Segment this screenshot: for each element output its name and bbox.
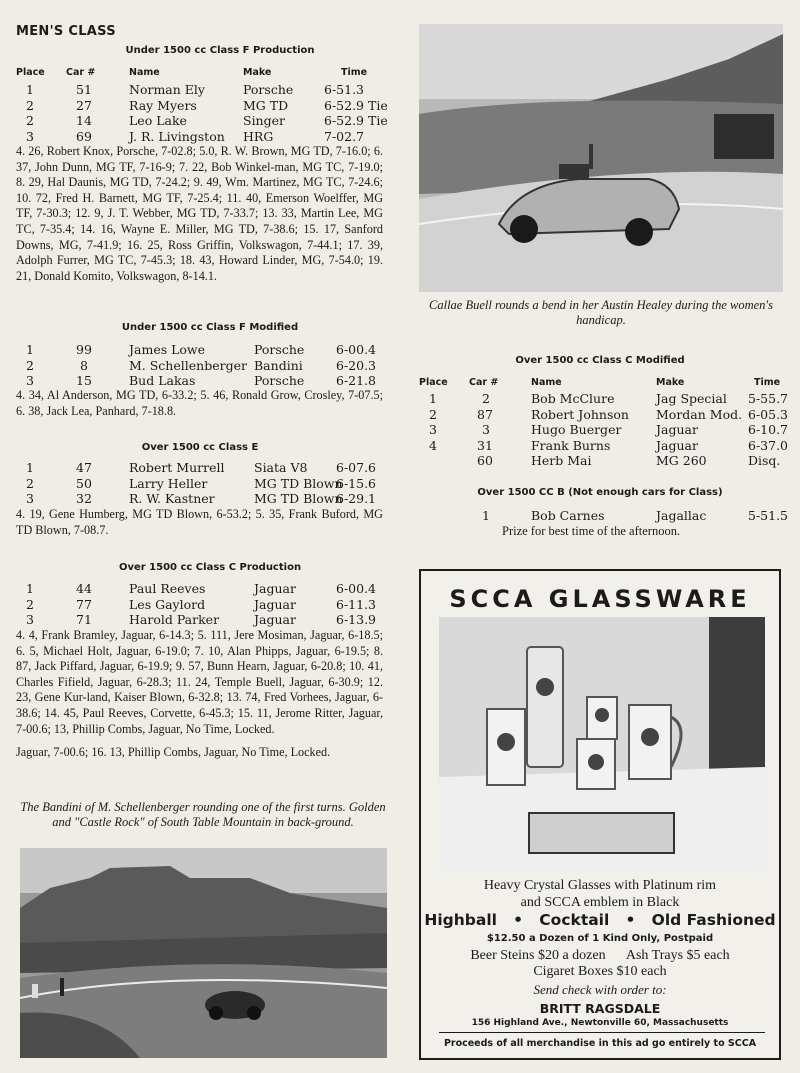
car-number: 87	[477, 406, 493, 422]
car-make: Siata V8	[254, 460, 308, 475]
ash-trays-price: Ash Trays $5 each	[625, 948, 730, 963]
driver-name: Bob McClure	[531, 391, 615, 406]
send-check-line: Send check with order to:	[533, 982, 667, 997]
place: 2	[26, 97, 34, 113]
table-row	[419, 422, 789, 438]
results-paragraph-f-production: 4. 26, Robert Knox, Porsche, 7-02.8; 5.0, R. W. Brown, MG TD, 7-16.0; 6. 37, John Dunn, MG TF, 7-16-9; 7. 22, Bob Winkel-man, MG TC, 7-19.0; 8. 29, Hal Daunis, MG TD, 7-24.2; 9. 49, Wm. Martinez, MG TC, 7-24.6; 10. 72, Fred H. Barnett, MG TF, 7-25.4; 11. 40, Emerson Woelffer, MG TF, 7-30.3; 12. 9, J. T. Webber, MG TD, 7-33.7; 13. 33, Martin Lee, MG TC, 7-35.4; 14. 16, Wayne E. Miller, MG TD, 7-38.6; 15. 17, Sanford Downs, MG, 7-41.9; 16. 25, Ross Griffin, Volkswagon, 7-44.1; 17. 39, Adolph Furrer, MG TC, 7-45.3; 18. 43, Howard Linder, MG, 7-54.0; 19. 21, Donald Komito, Volkswagon, 8-14.1.	[16, 144, 383, 283]
driver-name: Leo Lake	[129, 113, 187, 128]
car-number: 69	[76, 128, 92, 144]
place: 1	[429, 391, 437, 406]
car-make: Porsche	[254, 342, 305, 357]
car-make: Mordan Mod.	[656, 406, 743, 422]
driver-name: Bob Carnes	[531, 508, 605, 523]
race-time: 6-05.3	[748, 406, 789, 422]
ad-description-line2: and SCCA emblem in Black	[520, 895, 680, 910]
header-time: Time	[341, 67, 368, 78]
car-make: Jaguar	[254, 581, 296, 596]
driver-name: Herb Mai	[531, 453, 592, 468]
results-paragraph-f-modified: 4. 34, Al Anderson, MG TD, 6-33.2; 5. 46, Ronald Grow, Crosley, 7-07.5; 6. 38, Jack Lea, Panhard, 7-18.8.	[16, 388, 383, 418]
table-row	[16, 129, 396, 145]
caption-bandini-photo: The Bandini of M. Schellenberger rounding one of the first turns. Golden and "Castle Rock" of South Table Mountain in back-ground.	[20, 800, 386, 829]
car-number: 77	[76, 596, 92, 612]
driver-name: James Lowe	[129, 342, 206, 357]
table-row	[419, 406, 789, 423]
car-make: Jaguar	[656, 437, 698, 453]
table-row	[16, 113, 396, 129]
table-row	[419, 437, 789, 454]
table-row	[16, 373, 396, 389]
results-table-class-b	[419, 508, 789, 524]
car-number: 14	[76, 113, 92, 128]
race-time: 6-37.0	[748, 437, 789, 453]
race-time: 6-52.9 Tie	[324, 113, 388, 128]
car-number: 51	[76, 82, 92, 97]
results-table-c-modified	[419, 391, 789, 469]
section-title-class-e: Over 1500 cc Class E	[141, 442, 259, 453]
ad-divider	[439, 1032, 765, 1033]
photo-bandini-illustration	[20, 848, 387, 1058]
race-time: 6-51.3	[324, 82, 365, 97]
results-table-f-modified	[16, 342, 396, 389]
glassware-advertisement	[419, 569, 781, 1060]
glass-type-old-fashioned: Old Fashioned	[651, 911, 776, 929]
car-number: 32	[76, 491, 92, 506]
table-row	[16, 82, 396, 98]
place: 2	[26, 357, 34, 373]
contact-name: BRITT RAGSDALE	[539, 1001, 661, 1016]
steins-and-trays	[421, 948, 779, 964]
place: 3	[429, 422, 437, 437]
table-row	[419, 453, 783, 469]
car-make: Singer	[243, 113, 285, 128]
race-time: 7-02.7	[324, 128, 365, 144]
glass-price: $12.50 a Dozen of 1 Kind Only, Postpaid	[486, 933, 714, 944]
place: 1	[26, 460, 34, 475]
table-row	[16, 358, 396, 374]
place: 2	[26, 475, 34, 491]
car-make: Jagallac	[656, 508, 707, 523]
race-time: 5-51.5	[748, 508, 789, 523]
car-make: Jaguar	[254, 612, 296, 627]
car-number: 50	[76, 475, 92, 491]
section-title-f-production: Under 1500 cc Class F Production	[125, 45, 315, 56]
results-header	[419, 377, 783, 391]
glass-type-cocktail: Cocktail	[539, 911, 610, 929]
car-number: 15	[76, 373, 92, 388]
table-row	[16, 597, 396, 613]
car-make: MG TD Blown	[254, 475, 343, 491]
car-number: 3	[482, 422, 490, 437]
car-make: MG TD Blown	[254, 491, 343, 506]
car-number: 60	[477, 453, 493, 468]
driver-name: Frank Burns	[531, 437, 611, 453]
driver-name: Ray Myers	[129, 97, 197, 113]
driver-name: Les Gaylord	[129, 596, 206, 612]
section-title-f-modified: Under 1500 cc Class F Modified	[121, 322, 299, 333]
car-number: 47	[76, 460, 92, 475]
car-number: 2	[482, 391, 490, 406]
race-time: 5-55.7	[748, 391, 789, 406]
place: 3	[26, 491, 34, 506]
driver-name: Hugo Buerger	[531, 422, 622, 437]
race-time: 6-07.6	[336, 460, 377, 475]
table-row	[16, 612, 396, 628]
header-car: Car #	[469, 377, 499, 388]
driver-name: Harold Parker	[129, 612, 220, 627]
header-make: Make	[656, 377, 685, 388]
ad-title: SCCA GLASSWARE	[449, 585, 751, 613]
section-title-c-modified: Over 1500 cc Class C Modified	[515, 355, 685, 366]
place: 3	[26, 612, 34, 627]
photo-austin-healey	[419, 24, 783, 292]
header-name: Name	[129, 67, 160, 78]
glassware-illustration	[439, 617, 765, 873]
car-number: 31	[477, 437, 493, 453]
driver-name: Larry Heller	[129, 475, 208, 491]
race-time: 6-29.1	[336, 491, 377, 506]
place: 1	[26, 581, 34, 596]
glass-types	[421, 911, 779, 929]
car-make: HRG	[243, 128, 274, 144]
table-row	[16, 491, 396, 507]
table-row	[419, 508, 789, 524]
ad-description-line1: Heavy Crystal Glasses with Platinum rim	[483, 878, 717, 893]
race-time: Disq.	[748, 453, 781, 468]
car-make: Jaguar	[254, 596, 296, 612]
place: 4	[429, 437, 437, 453]
photo-austin-healey-illustration	[419, 24, 783, 292]
results-header	[16, 67, 396, 81]
page-title: MEN'S CLASS	[16, 24, 116, 39]
section-title-c-production: Over 1500 cc Class C Production	[118, 562, 302, 573]
section-title-class-b: Over 1500 CC B (Not enough cars for Class)	[477, 487, 723, 498]
race-time: 6-13.9	[336, 612, 377, 627]
place: 2	[429, 406, 437, 422]
car-make: Bandini	[254, 357, 303, 373]
place: 1	[482, 508, 490, 523]
car-make: MG TD	[243, 97, 289, 113]
table-row	[419, 391, 789, 407]
table-row	[16, 460, 396, 476]
race-time: 6-15.6	[336, 475, 377, 491]
header-place: Place	[16, 67, 45, 78]
header-time: Time	[754, 377, 781, 388]
cigaret-boxes-price: Cigaret Boxes $10 each	[533, 964, 667, 979]
bullet: •	[513, 911, 524, 929]
driver-name: Robert Johnson	[531, 406, 629, 422]
race-time: 6-10.7	[748, 422, 789, 437]
place: 2	[26, 596, 34, 612]
place: 1	[26, 82, 34, 97]
car-make: Porsche	[243, 82, 294, 97]
driver-name: Paul Reeves	[129, 581, 206, 596]
results-table-f-production	[16, 82, 396, 144]
table-row	[16, 476, 396, 492]
glass-type-highball: Highball	[424, 911, 497, 929]
car-number: 44	[76, 581, 92, 596]
header-make: Make	[243, 67, 272, 78]
driver-name: J. R. Livingston	[129, 128, 225, 144]
results-paragraph-repeat-line: Jaguar, 7-00.6; 16. 13, Phillip Combs, Jaguar, No Time, Locked.	[16, 745, 331, 759]
car-number: 71	[76, 612, 92, 627]
place: 3	[26, 373, 34, 388]
results-paragraph-c-production: 4. 4, Frank Bramley, Jaguar, 6-14.3; 5. 111, Jere Mosiman, Jaguar, 6-18.5; 6. 5, Michael Holt, Jaguar, 6-19.0; 7. 10, Alan Phipps, Jaguar, 6-19.5; 8. 87, Jack Piffard, Jaguar, 6-19.9; 9. 57, Bunn Hearn, Jaguar, 6-20.8; 10. 41, Charles Fifield, Jaguar, 6-28.3; 11. 24, Temple Buell, Jaguar, 6-30.9; 12. 23, Gene Kur-land, Kaiser Blown, 6-32.8; 13. 74, Fred Vorhees, Jaguar, 6-38.6; 14. 45, Paul Reeves, Corvette, 6-45.3; 15. 11, Jerome Ritter, Jaguar, 7-00.6; 13, Phillip Combs, Jaguar, No Time, Locked.	[16, 628, 383, 736]
place: 2	[26, 113, 34, 128]
race-time: 6-11.3	[336, 596, 377, 612]
ad-footer: Proceeds of all merchandise in this ad go entirely to SCCA	[443, 1038, 757, 1049]
car-make: Jag Special	[656, 391, 727, 406]
contact-address: 156 Highland Ave., Newtonville 60, Massachusetts	[471, 1018, 729, 1028]
race-time: 6-00.4	[336, 342, 377, 357]
driver-name: M. Schellenberger	[129, 357, 247, 373]
beer-steins-price: Beer Steins $20 a dozen	[470, 948, 606, 963]
car-make: Jaguar	[656, 422, 698, 437]
table-row	[16, 342, 396, 358]
place: 3	[26, 128, 34, 144]
header-name: Name	[531, 377, 562, 388]
driver-name: R. W. Kastner	[129, 491, 215, 506]
table-row	[16, 98, 396, 114]
results-paragraph-class-e: 4. 19, Gene Humberg, MG TD Blown, 6-53.2; 5. 35, Frank Buford, MG TD Blown, 7-08.7.	[16, 507, 383, 537]
glassware-photo	[439, 617, 765, 873]
caption-austin-healey-photo: Callae Buell rounds a bend in her Austin Healey during the women's handicap.	[429, 298, 773, 327]
photo-bandini-mountain	[20, 848, 387, 1058]
table-row	[16, 581, 396, 597]
car-number: 8	[80, 357, 88, 373]
class-b-note: Prize for best time of the afternoon.	[502, 524, 681, 538]
car-make: MG 260	[656, 453, 707, 468]
bullet: •	[625, 911, 636, 929]
car-number: 27	[76, 97, 92, 113]
race-time: 6-20.3	[336, 357, 377, 373]
driver-name: Bud Lakas	[129, 373, 196, 388]
header-car: Car #	[66, 67, 96, 78]
results-table-c-production	[16, 581, 396, 628]
results-table-class-e	[16, 460, 396, 507]
car-number: 99	[76, 342, 92, 357]
header-place: Place	[419, 377, 448, 388]
car-make: Porsche	[254, 373, 305, 388]
race-time: 6-00.4	[336, 581, 377, 596]
driver-name: Robert Murrell	[129, 460, 225, 475]
driver-name: Norman Ely	[129, 82, 205, 97]
race-time: 6-52.9 Tie	[324, 97, 388, 113]
race-time: 6-21.8	[336, 373, 377, 388]
place: 1	[26, 342, 34, 357]
